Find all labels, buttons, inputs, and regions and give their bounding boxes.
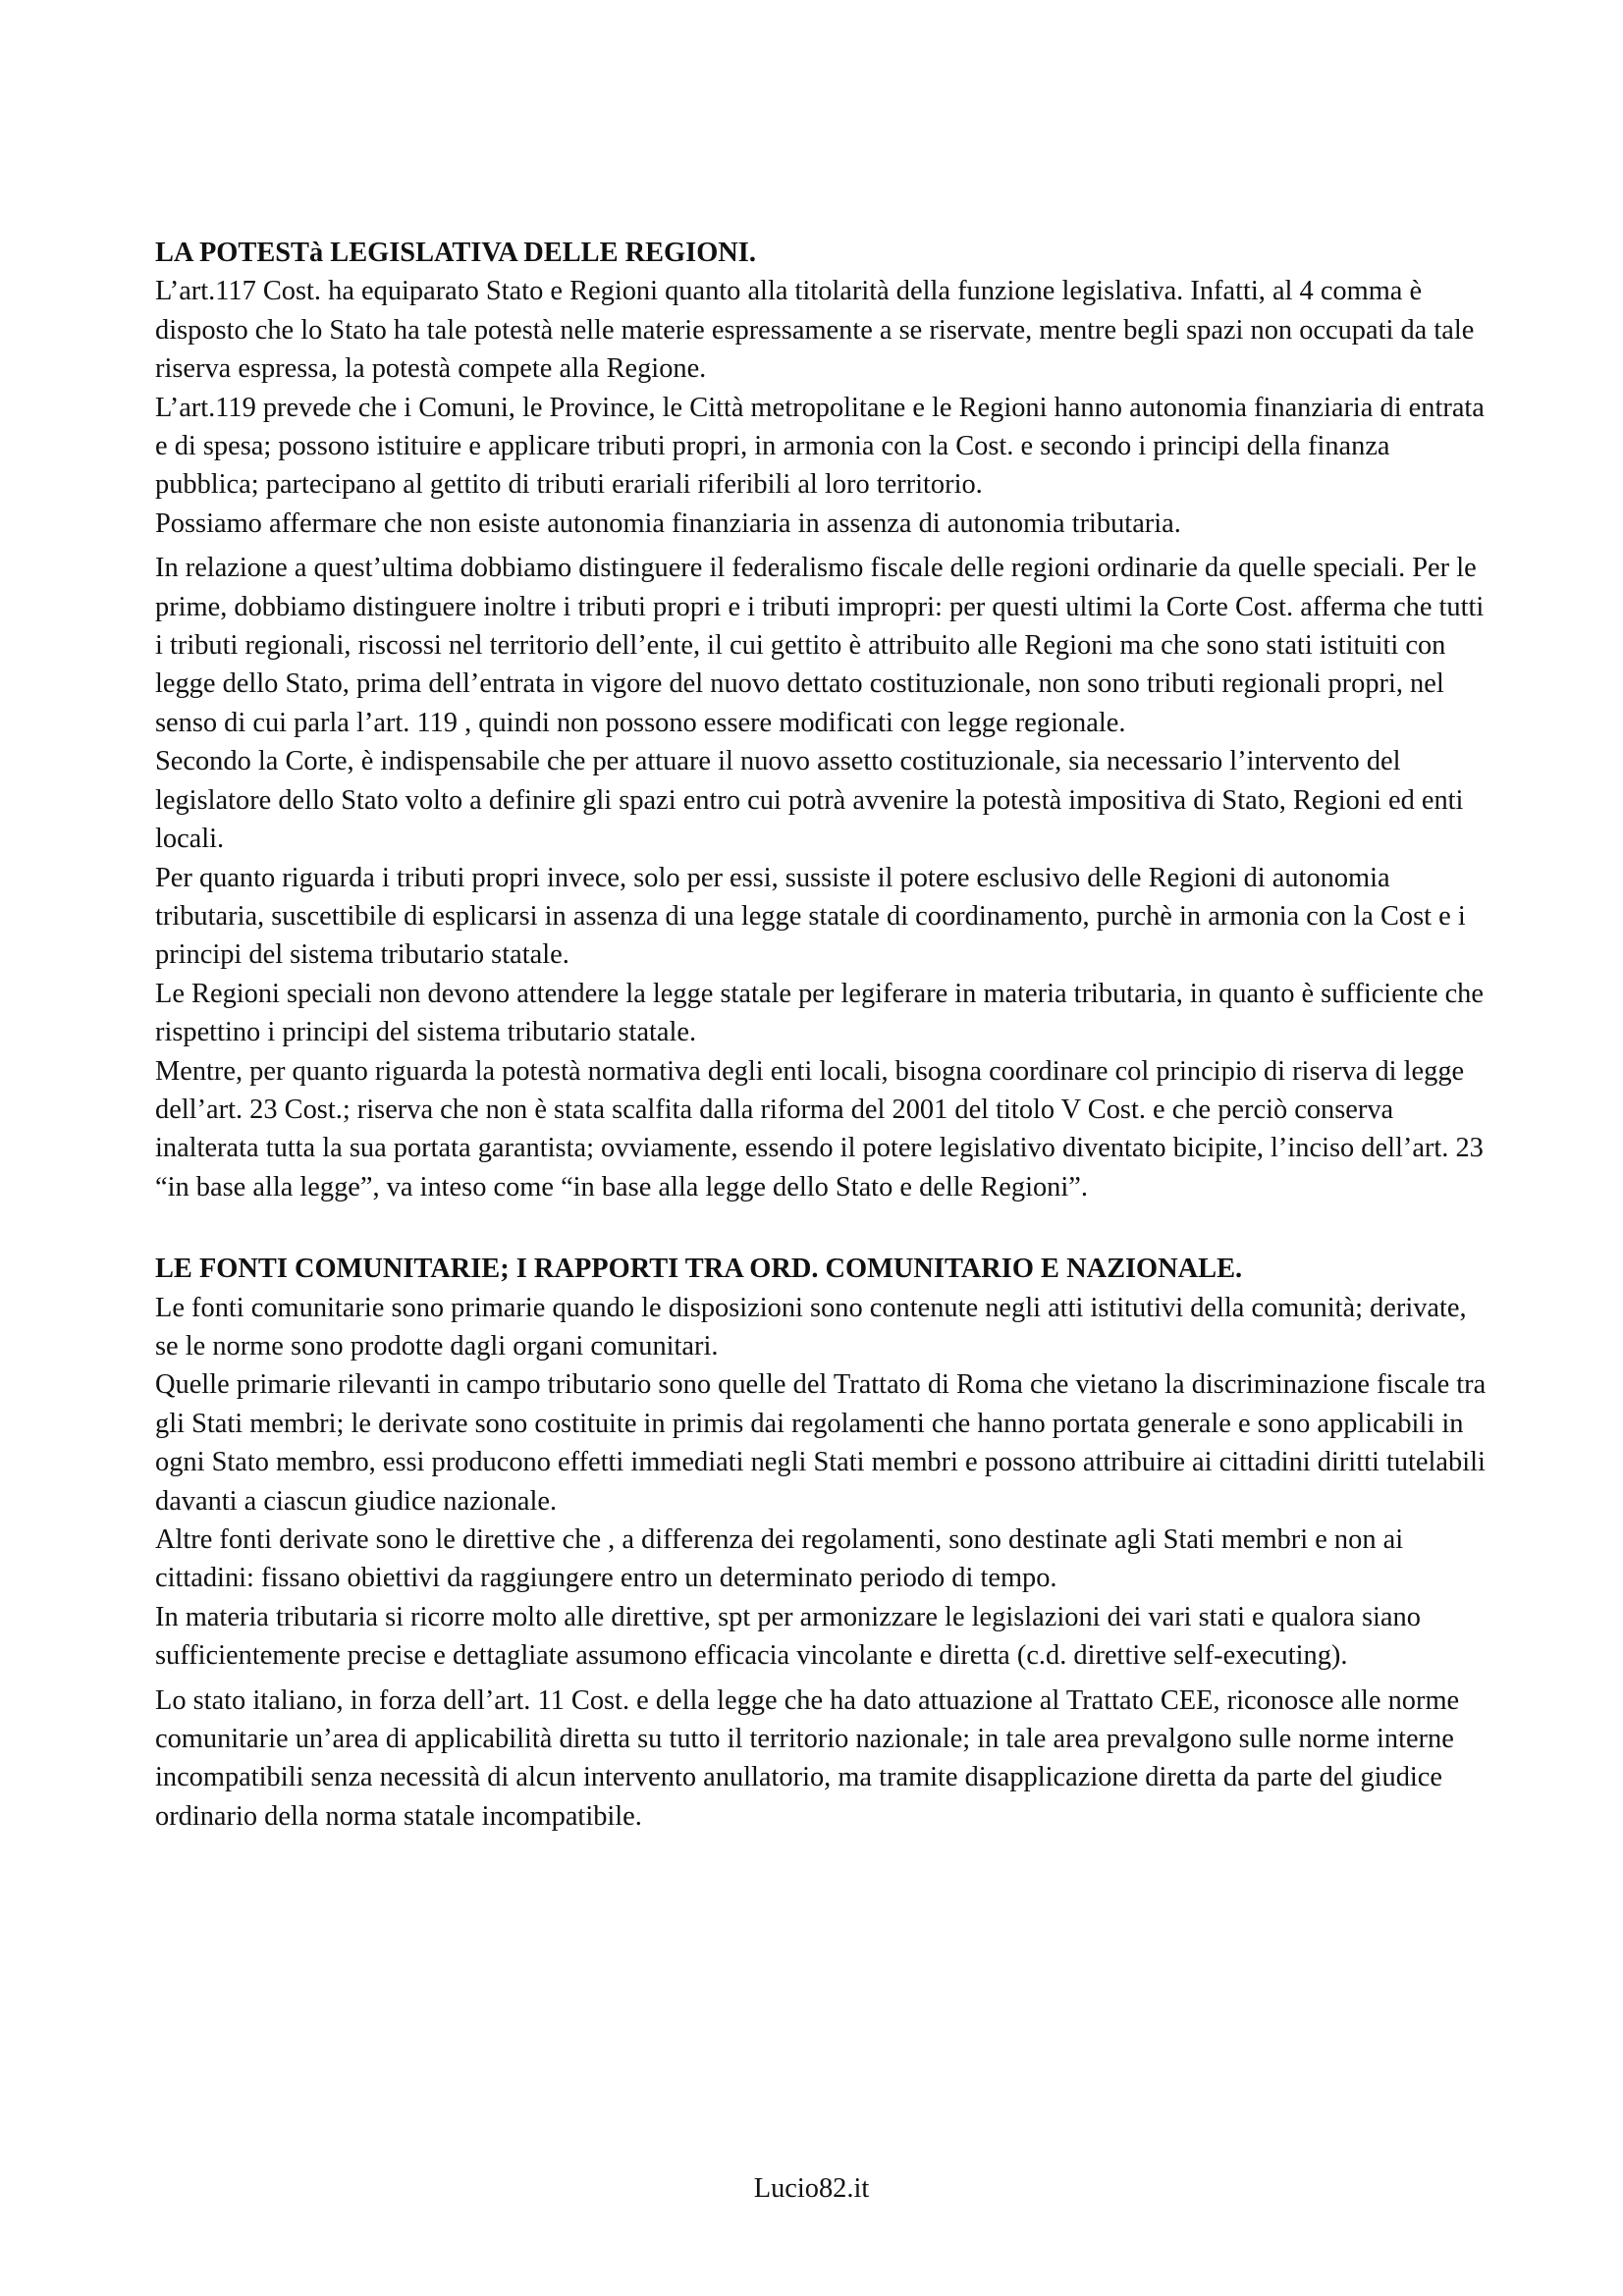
section-community-sources — [155, 1250, 1490, 1836]
paragraph: Le fonti comunitarie sono primarie quando le disposizioni sono contenute negli atti istitutivi della comunità; derivate, se le norme sono prodotte dagli organi comunitari. — [155, 1292, 1467, 1362]
section-regional-legislative-power — [155, 234, 1490, 1206]
paragraph: Lo stato italiano, in forza dell’art. 11 Cost. e della legge che ha dato attuazione al Trattato CEE, riconosce alle norme comunitarie un’area di applicabilità diretta su tutto il territorio nazionale; in tale area prevalgono sulle norme interne incompatibili senza necessità di alcun intervento anullatorio, ma tramite disapplicazione diretta da parte del giudice ordinario della norma statale incompatibile. — [155, 1684, 1460, 1832]
paragraph: Quelle primarie rilevanti in campo tributario sono quelle del Trattato di Roma che vietano la discriminazione fiscale tra gli Stati membri; le derivate sono costituite in primis dai regolamenti che hanno portata generale e sono applicabili in ogni Stato membro, essi producono effetti immediati negli Stati membri e possono attribuire ai cittadini diritti tutelabili davanti a ciascun giudice nazionale. — [155, 1369, 1487, 1517]
paragraph: Mentre, per quanto riguarda la potestà normativa degli enti locali, bisogna coordinare col principio di riserva di legge dell’art. 23 Cost.; riserva che non è stata scalfita dalla riforma del 2001 del titolo V Cost. e che perciò conserva inalterata tutta la sua portata garantista; ovviamente, essendo il potere legislativo diventato bicipite, l’inciso dell’art. 23 “in base alla legge”, va inteso come “in base alla legge dello Stato e delle Regioni”. — [155, 1055, 1484, 1202]
paragraph: Per quanto riguarda i tributi propri invece, solo per essi, sussiste il potere esclusivo delle Regioni di autonomia tributaria, suscettibile di esplicarsi in assenza di una legge statale di coordinamento, purchè in armonia con la Cost e i principi del sistema tributario statale. — [155, 862, 1466, 971]
paragraph: In materia tributaria si ricorre molto alle direttive, spt per armonizzare le legislazioni dei vari stati e qualora siano sufficientemente precise e dettagliate assumono efficacia vincolante e diretta (c.d. direttive self-executing). — [155, 1601, 1421, 1672]
section-heading: LE FONTI COMUNITARIE; I RAPPORTI TRA ORD. COMUNITARIO E NAZIONALE. — [155, 1254, 1243, 1285]
paragraph: L’art.119 prevede che i Comuni, le Province, le Città metropolitane e le Regioni hanno autonomia finanziaria di entrata e di spesa; possono istituire e applicare tributi propri, in armonia con la Cost. e secondo i principi della finanza pubblica; partecipano al gettito di tributi erariali riferibili al loro territorio. — [155, 392, 1485, 501]
paragraph: Possiamo affermare che non esiste autonomia finanziaria in assenza di autonomia tributaria. — [155, 507, 1181, 539]
document-body — [155, 234, 1490, 1836]
paragraph: L’art.117 Cost. ha equiparato Stato e Regioni quanto alla titolarità della funzione legislativa. Infatti, al 4 comma è disposto che lo Stato ha tale potestà nelle materie espressamente a se riservate, mentre begli spazi non occupati da tale riserva espressa, la potestà compete alla Regione. — [155, 276, 1475, 385]
paragraph: Altre fonti derivate sono le direttive che , a differenza dei regolamenti, sono destinate agli Stati membri e non ai cittadini: fissano obiettivi da raggiungere entro un determinato periodo di tempo. — [155, 1524, 1404, 1594]
paragraph: In relazione a quest’ultima dobbiamo distinguere il federalismo fiscale delle regioni ordinarie da quelle speciali. Per le prime, dobbiamo distinguere inoltre i tributi propri e i tributi impropri: per questi ultimi la Corte Cost. afferma che tutti i tributi regionali, riscossi nel territorio dell’ente, il cui gettito è attribuito alle Regioni ma che sono stati istituiti con legge dello Stato, prima dell’entrata in vigore del nuovo dettato costituzionale, non sono tributi regionali propri, nel senso di cui parla l’art. 119 , quindi non possono essere modificati con legge regionale. — [155, 553, 1485, 738]
section-heading: LA POTESTà LEGISLATIVA DELLE REGIONI. — [155, 238, 756, 268]
section-spacer — [155, 1206, 1490, 1250]
paragraph: Secondo la Corte, è indispensabile che per attuare il nuovo assetto costituzionale, sia necessario l’intervento del legislatore dello Stato volto a definire gli spazi entro cui potrà avvenire la potestà impositiva di Stato, Regioni ed enti locali. — [155, 746, 1464, 855]
page-footer: Lucio82.it — [753, 2173, 870, 2204]
paragraph: Le Regioni speciali non devono attendere la legge statale per legiferare in materia tributaria, in quanto è sufficiente che rispettino i principi del sistema tributario statale. — [155, 978, 1484, 1048]
